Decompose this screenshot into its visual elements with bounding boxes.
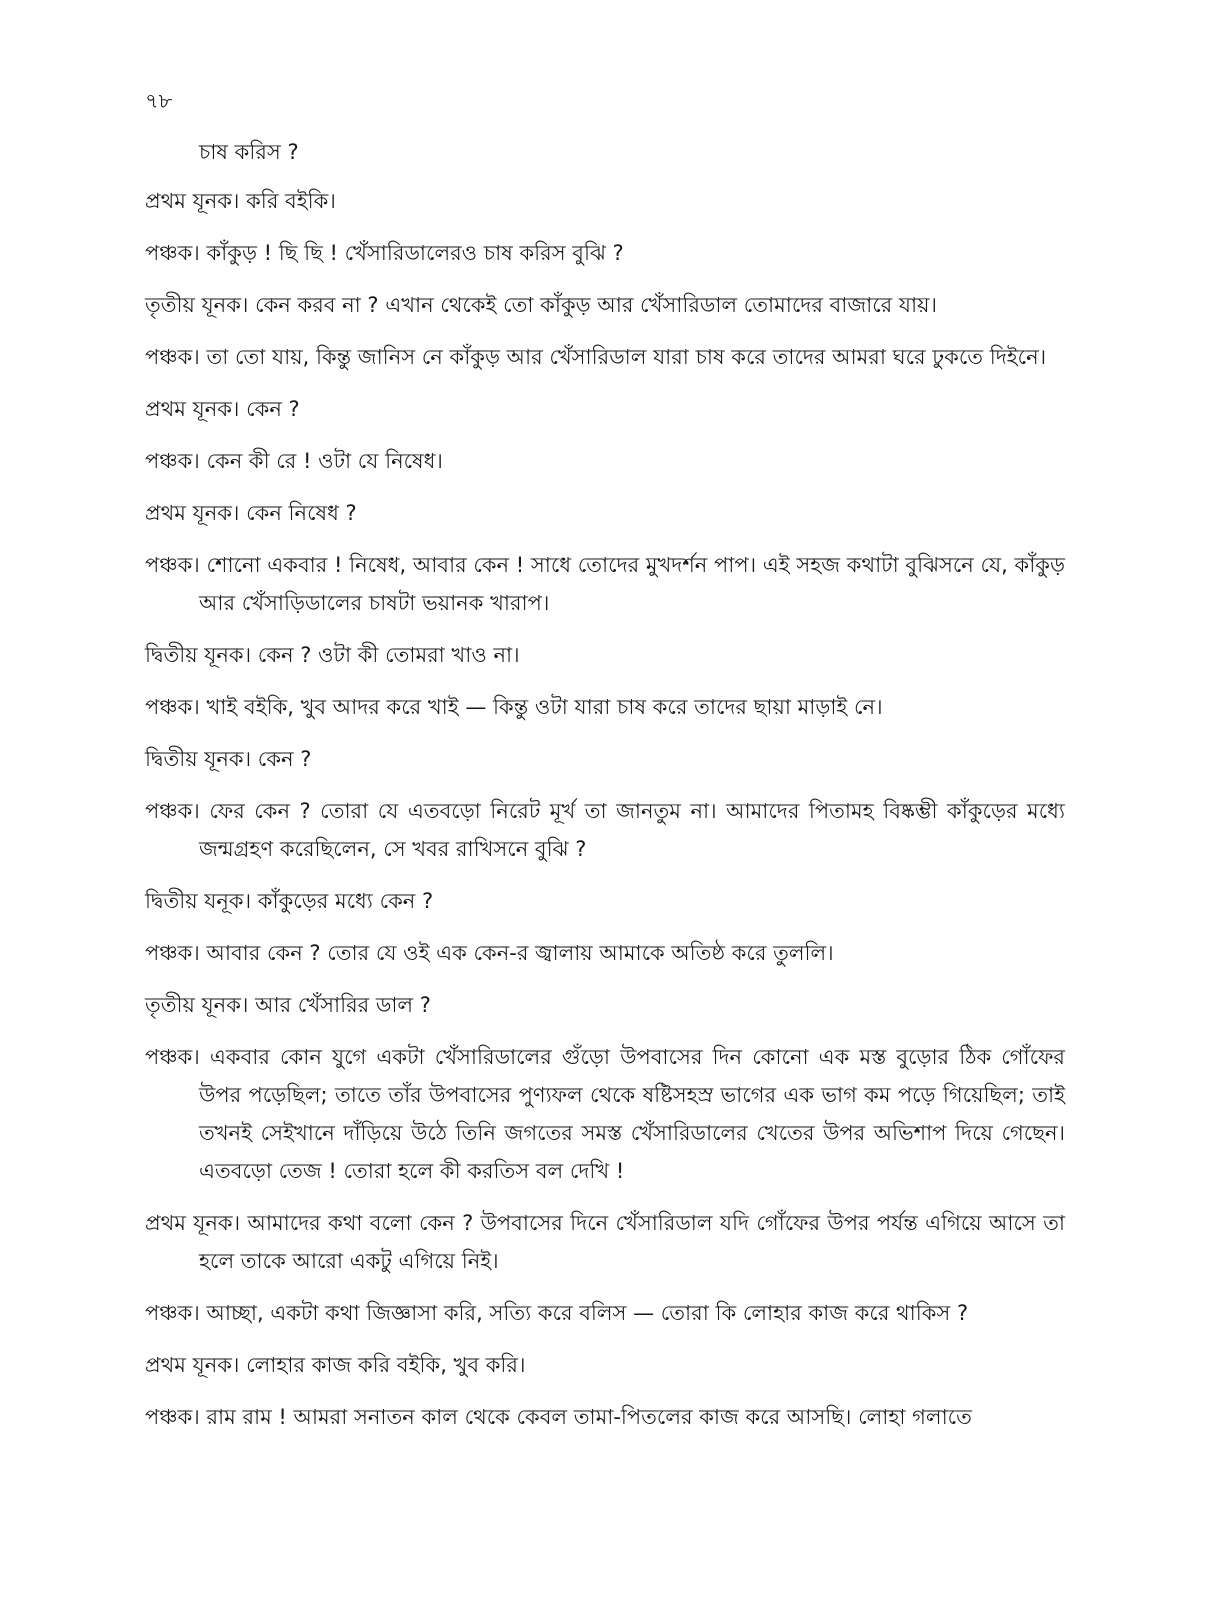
dialogue-line: পঞ্চক। ফের কেন ? তোরা যে এতবড়ো নিরেট মূর্খ তা জানতুম না। আমাদের পিতামহ বিষ্কম্ভী কাঁকুড়ের মধ্যে জন্মগ্রহণ করেছিলেন, সে খবর রাখিসনে বুঝি ? [145,799,1065,861]
dialogue-line: পঞ্চক। কাঁকুড় ! ছি ছি ! খেঁসারিডালেরও চাষ করিস বুঝি ? [145,241,624,265]
dialogue-line: পঞ্চক। তা তো যায়, কিন্তু জানিস নে কাঁকুড় আর খেঁসারিডাল যারা চাষ করে তাদের আমরা ঘরে ঢুকতে দিইনে। [145,345,1047,369]
dialogue-line: তৃতীয় যূনক। আর খেঁসারির ডাল ? [145,993,431,1017]
dialogue-body [145,136,1065,1450]
dialogue-line: দ্বিতীয় যনূক। কাঁকুড়ের মধ্যে কেন ? [145,889,434,913]
dialogue-line: দ্বিতীয় যূনক। কেন ? [145,747,312,771]
dialogue-line: পঞ্চক। রাম রাম ! আমরা সনাতন কাল থেকে কেবল তামা-পিতলের কাজ করে আসছি। লোহা গলাতে [145,1405,972,1429]
page-number: ৭৮ [145,89,173,113]
dialogue-line: প্রথম যূনক। করি বইকি। [145,189,336,213]
dialogue-line: পঞ্চক। শোনো একবার ! নিষেধ, আবার কেন ! সাধে তোদের মুখদর্শন পাপ। এই সহজ কথাটা বুঝিসনে যে, কাঁকুড় আর খেঁসাড়িডালের চাষটা ভয়ানক খারাপ। [145,553,1065,615]
dialogue-line: প্রথম যূনক। আমাদের কথা বলো কেন ? উপবাসের দিনে খেঁসারিডাল যদি গোঁফের উপর পর্যন্ত এগিয়ে আসে তা হলে তাকে আরো একটু এগিয়ে নিই। [145,1211,1065,1273]
dialogue-line: পঞ্চক। একবার কোন যুগে একটা খেঁসারিডালের গুঁড়ো উপবাসের দিন কোনো এক মস্ত বুড়োর ঠিক গোঁফের উপর পড়েছিল; তাতে তাঁর উপবাসের পুণ্যফল থেকে ষষ্টিসহস্র ভাগের এক ভাগ কম পড়ে গিয়েছিল; তাই তখনই সেইখানে দাঁড়িয়ে উঠে তিনি জগতের সমস্ত খেঁসারিডালের খেতের উপর অভিশাপ দিয়ে গেছেন। এতবড়ো তেজ ! তোরা হলে কী করতিস বল দেখি ! [145,1045,1065,1183]
dialogue-line: পঞ্চক। কেন কী রে ! ওটা যে নিষেধ। [145,449,443,473]
dialogue-line: প্রথম যূনক। লোহার কাজ করি বইকি, খুব করি। [145,1353,526,1377]
dialogue-line: পঞ্চক। আবার কেন ? তোর যে ওই এক কেন-র জ্বালায় আমাকে অতিষ্ঠ করে তুললি। [145,941,834,965]
dialogue-line: দ্বিতীয় যূনক। কেন ? ওটা কী তোমরা খাও না। [145,643,520,667]
dialogue-line: তৃতীয় যূনক। কেন করব না ? এখান থেকেই তো কাঁকুড় আর খেঁসারিডাল তোমাদের বাজারে যায়। [145,293,937,317]
dialogue-line: পঞ্চক। খাই বইকি, খুব আদর করে খাই — কিন্তু ওটা যারা চাষ করে তাদের ছায়া মাড়াই নে। [145,695,883,719]
dialogue-continuation: চাষ করিস ? [199,140,299,164]
dialogue-line: প্রথম যূনক। কেন নিষেধ ? [145,501,357,525]
dialogue-line: প্রথম যূনক। কেন ? [145,397,300,421]
dialogue-line: পঞ্চক। আচ্ছা, একটা কথা জিজ্ঞাসা করি, সত্যি করে বলিস — তোরা কি লোহার কাজ করে থাকিস ? [145,1301,969,1325]
